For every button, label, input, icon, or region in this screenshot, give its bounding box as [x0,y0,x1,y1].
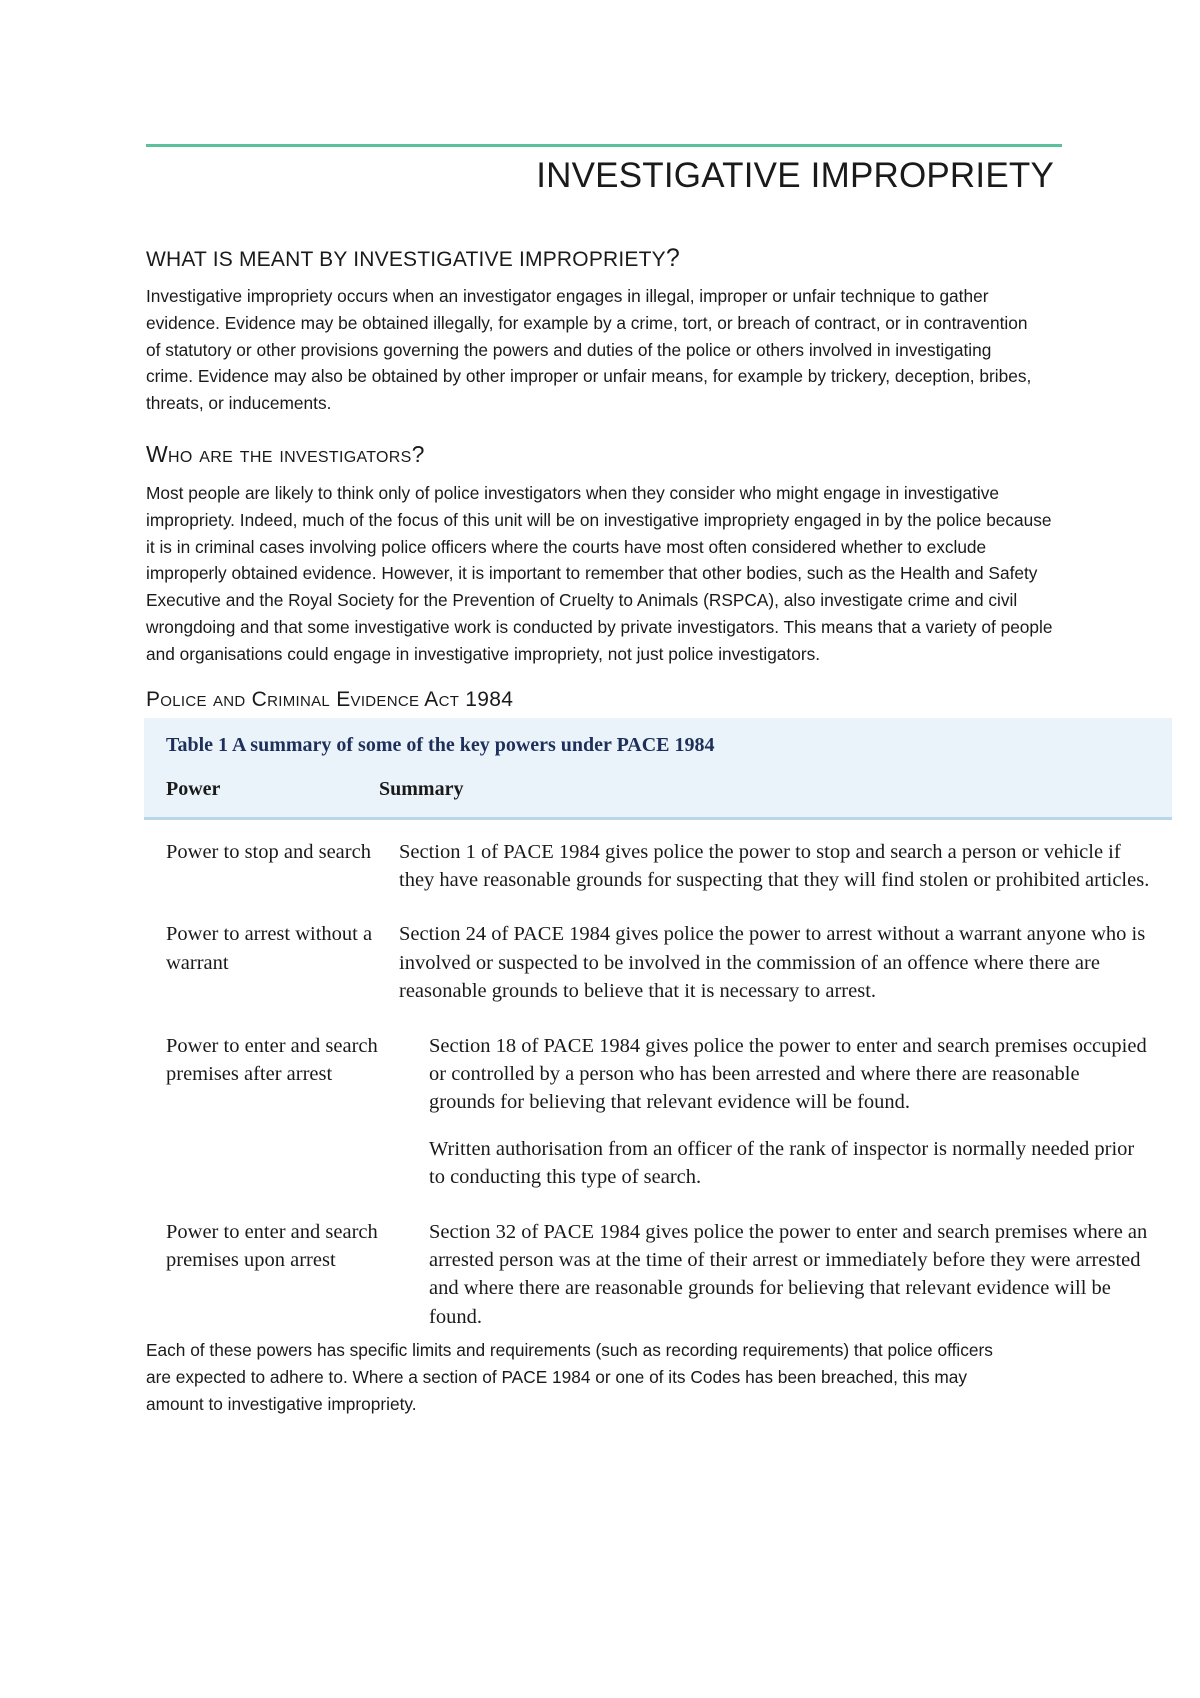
column-header-summary: Summary [379,777,464,800]
table-row [166,920,1150,1005]
summary-text: Section 18 of PACE 1984 gives police the power to enter and search premises occupied or controlled by a person who has been arrested and where there are reasonable grounds for believing that relevant evidence will be found. [429,1034,1147,1114]
pace-powers-table [144,718,1172,1332]
power-cell: Power to enter and search premises after arrest [166,1034,378,1085]
paragraph-investigators: Most people are likely to think only of police investigators when they consider who might engage in investigative impropriety. Indeed, much of the focus of this unit will be on investigative impropriety engaged in by the police because it is in criminal cases involving police officers where the courts have most often considered whether to exclude improperly obtained evidence. However, it is important to remember that other bodies, such as the Health and Safety Executive and the Royal Society for the Prevention of Cruelty to Animals (RSPCA), also investigate crime and civil wrongdoing and that some investigative work is conducted by private investigators. This means that a variety of people and organisations could engage in investigative impropriety, not just police investigators. [146,482,1053,664]
section-heading-investigators: Who are the investigators? [146,440,425,467]
summary-text: Section 1 of PACE 1984 gives police the power to stop and search a person or vehicle if they have reasonable grounds for suspecting that they will find stolen or prohibited articles. [399,840,1150,891]
section-heading-meaning-mark: ? [665,244,680,272]
power-cell: Power to arrest without a warrant [166,923,373,974]
section-heading-meaning-text: WHAT IS MEANT BY INVESTIGATIVE IMPROPRIETY [146,248,666,271]
power-cell: Power to enter and search premises upon arrest [166,1220,378,1272]
section-heading-meaning [146,244,1062,273]
summary-cell [429,1218,1150,1332]
summary-text: Written authorisation from an officer of the rank of inspector is normally needed prior to conducting this type of search. [429,1137,1135,1189]
paragraph-meaning: Investigative impropriety occurs when an investigator engages in illegal, improper or unfair technique to gather evidence. Evidence may be obtained illegally, for example by a crime, tort, or breach of contract, or in contravention of statutory or other provisions governing the powers and duties of the police or others involved in investigating crime. Evidence may also be obtained by other improper or unfair means, for example by trickery, deception, bribes, threats, or inducements. [146,286,1032,414]
page-title: INVESTIGATIVE IMPROPRIETY [536,156,1054,195]
section-heading-pace: Police and Criminal Evidence Act 1984 [146,687,514,711]
summary-cell [429,1032,1150,1192]
table-row [166,1218,1150,1332]
summary-cell [399,920,1150,1005]
power-cell: Power to stop and search [166,840,371,863]
table-body [144,820,1172,1332]
table-row [166,838,1150,895]
document-body [146,244,1150,1418]
summary-cell [399,838,1150,895]
summary-text: Section 32 of PACE 1984 gives police the power to enter and search premises where an arrested person was at the time of their arrest or immediately before they were arrested and where there are reasonable grounds for believing that relevant evidence will be found. [429,1220,1148,1328]
table-caption: Table 1 A summary of some of the key powers under PACE 1984 [166,733,715,756]
table-header [144,718,1172,820]
summary-text: Section 24 of PACE 1984 gives police the power to arrest without a warrant anyone who is involved or suspected to be involved in the commission of an offence where there are reasonable grounds to believe that it is necessary to arrest. [399,923,1146,1003]
column-header-power: Power [166,777,221,800]
paragraph-closing: Each of these powers has specific limits and requirements (such as recording requirements) that police officers are expected to adhere to. Where a section of PACE 1984 or one of its Codes has been breached, this may amount to investigative impropriety. [146,1340,993,1414]
table-row [166,1032,1150,1192]
table-header-row [166,778,1150,801]
top-divider [146,144,1062,147]
